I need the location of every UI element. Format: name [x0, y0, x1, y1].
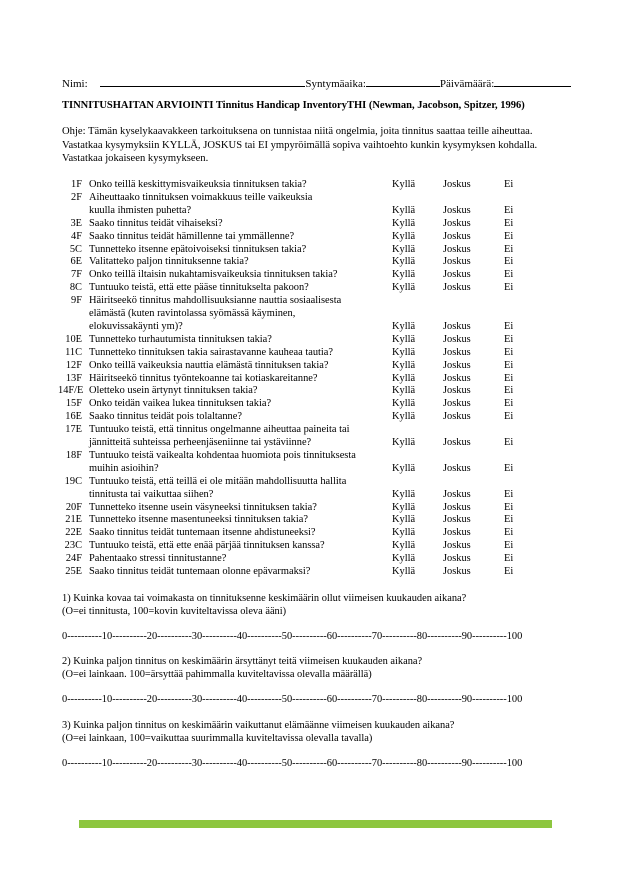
- answer-no-option[interactable]: Ei: [504, 346, 514, 358]
- answer-no-option[interactable]: Ei: [504, 553, 514, 565]
- question-row: [0, 347, 631, 360]
- question-text-line: Tunnetteko tinnituksen takia sairastavanne kauheaa tautia?: [89, 346, 334, 358]
- question-number: 14F/E: [58, 385, 84, 397]
- question-text-line: Tuntuuko teistä, että ette enää pärjää tinnituksen kanssa?: [89, 540, 325, 552]
- question-number: 10E: [65, 333, 82, 345]
- answer-yes-option[interactable]: Kyllä: [392, 359, 416, 371]
- answer-sometimes-option[interactable]: Joskus: [443, 398, 471, 410]
- question-number: 11C: [65, 346, 82, 358]
- answer-sometimes-option[interactable]: Joskus: [443, 230, 471, 242]
- question-text: [89, 347, 389, 360]
- question-text-line: Tunnetteko itsenne masentuneeksi tinnituksen takia?: [89, 514, 308, 526]
- question-text: [89, 566, 389, 579]
- vas-question-note: (O=ei tinnitusta, 100=kovin kuviteltavissa oleva ääni): [62, 606, 287, 617]
- answer-yes-option[interactable]: Kyllä: [392, 230, 416, 242]
- question-text-line: jännitteitä suhteissa perheenjäseniinne tai ystäviinne?: [89, 437, 312, 448]
- question-text-line: Saako tinnitus teidät tuntemaan olonne epävarmaksi?: [89, 566, 311, 577]
- question-text-line: Tunnetteko itsenne usein väsyneeksi tinnituksen takia?: [89, 501, 317, 513]
- answer-sometimes-option[interactable]: Joskus: [443, 256, 471, 268]
- question-row: [0, 540, 631, 553]
- answer-no-option[interactable]: Ei: [504, 540, 514, 552]
- answer-no-option[interactable]: Ei: [504, 488, 514, 500]
- answer-sometimes-option[interactable]: Joskus: [443, 346, 471, 358]
- instruction-line: Vastatkaa kysymyksiin KYLLÄ, JOSKUS tai EI ympyröimällä sopiva vaihtoehto kunkin kysymyksen kohdalla.: [62, 139, 538, 151]
- date-label: Päivämäärä:: [439, 78, 495, 90]
- question-text-line: Onko teidän vaikea lukea tinnituksen takia?: [89, 398, 272, 410]
- answer-sometimes-option[interactable]: Joskus: [443, 269, 471, 281]
- question-row: [0, 514, 631, 527]
- question-text-line: Onko teillä keskittymisvaikeuksia tinnituksen takia?: [89, 179, 307, 190]
- question-row: [0, 282, 631, 295]
- answer-sometimes-option[interactable]: Joskus: [443, 282, 471, 294]
- vas-question-text: 1) Kuinka kovaa tai voimakasta on tinnituksenne keskimäärin ollut viimeisen kuukauden aikana?: [62, 593, 467, 604]
- question-row: [0, 566, 631, 579]
- question-text: [89, 295, 389, 334]
- answer-yes-option[interactable]: Kyllä: [392, 540, 416, 552]
- instruction-line: Ohje: Tämän kyselykaavakkeen tarkoituksena on tunnistaa niitä ongelmia, joita tinnitus saattaa teille aiheuttaa.: [62, 126, 533, 137]
- answer-no-option[interactable]: Ei: [504, 179, 514, 190]
- answer-no-option[interactable]: Ei: [504, 269, 514, 281]
- question-text-line: Tuntuuko teistä, että tinnitus ongelmanne aiheuttaa paineita tai: [89, 424, 350, 436]
- answer-yes-option[interactable]: Kyllä: [392, 320, 416, 332]
- question-text-line: Pahentaako stressi tinnitustanne?: [89, 553, 227, 565]
- answer-sometimes-option[interactable]: Joskus: [443, 514, 471, 526]
- answer-yes-option[interactable]: Kyllä: [392, 269, 416, 281]
- question-number: 25E: [65, 566, 82, 577]
- answer-yes-option[interactable]: Kyllä: [392, 282, 416, 294]
- vas-question-note: (O=ei lainkaan, 100=vaikuttaa suurimmalla kuviteltavissa olevalla tavalla): [62, 733, 373, 744]
- question-text: [89, 527, 389, 540]
- question-number: 5C: [69, 243, 82, 255]
- question-row: [0, 398, 631, 411]
- question-text: [89, 540, 389, 553]
- question-number: 3E: [70, 217, 82, 229]
- question-text-line: Saako tinnitus teidät vihaiseksi?: [89, 217, 223, 229]
- answer-yes-option[interactable]: Kyllä: [392, 398, 416, 410]
- answer-yes-option[interactable]: Kyllä: [392, 217, 416, 229]
- answer-yes-option[interactable]: Kyllä: [392, 372, 416, 384]
- question-number: 18F: [65, 449, 82, 461]
- answer-yes-option[interactable]: Kyllä: [392, 488, 416, 500]
- question-number: 24F: [65, 553, 82, 565]
- answer-yes-option[interactable]: Kyllä: [392, 346, 416, 358]
- vas-scale[interactable]: 0----------10----------20----------30----------40----------50----------60----------70----------80----------90----------100: [62, 631, 523, 642]
- question-number: 1F: [71, 179, 82, 190]
- question-row: [0, 295, 631, 334]
- answer-no-option[interactable]: Ei: [504, 398, 514, 410]
- instruction-line: Vastatkaa jokaiseen kysymykseen.: [62, 153, 209, 164]
- question-text-line: Tuntuuko teistä vaikealta kohdentaa huomiota pois tinnituksesta: [89, 449, 356, 461]
- question-row: [0, 553, 631, 566]
- question-row: [0, 244, 631, 257]
- question-text-line: Onko teillä vaikeuksia nauttia elämästä tinnituksen takia?: [89, 359, 329, 371]
- question-number: 15F: [65, 398, 82, 410]
- answer-sometimes-option[interactable]: Joskus: [443, 566, 471, 577]
- question-text-line: Tuntuuko teistä, että teillä ei ole mitään mahdollisuutta hallita: [89, 475, 347, 487]
- question-text: [89, 256, 389, 269]
- instructions: [62, 125, 582, 166]
- question-text: [89, 476, 389, 502]
- question-number: 12F: [65, 359, 82, 371]
- answer-no-option[interactable]: Ei: [504, 436, 514, 448]
- answer-yes-option[interactable]: Kyllä: [392, 514, 416, 526]
- vas-question: [62, 719, 454, 745]
- answer-no-option[interactable]: Ei: [504, 243, 514, 255]
- answer-sometimes-option[interactable]: Joskus: [443, 540, 471, 552]
- document-title: TINNITUSHAITAN ARVIOINTI Tinnitus Handicap InventoryTHI (Newman, Jacobson, Spitzer, 1996): [62, 100, 525, 111]
- question-row: [0, 360, 631, 373]
- question-text-line: muihin asioihin?: [89, 462, 159, 474]
- answer-yes-option[interactable]: Kyllä: [392, 204, 416, 216]
- question-row: [0, 450, 631, 476]
- answer-sometimes-option[interactable]: Joskus: [443, 527, 471, 539]
- answer-no-option[interactable]: Ei: [504, 385, 514, 397]
- question-row: [0, 256, 631, 269]
- question-text-line: Saako tinnitus teidät hämillenne tai ymmällenne?: [89, 230, 295, 242]
- question-number: 20F: [65, 501, 82, 513]
- question-row: [0, 385, 631, 398]
- answer-sometimes-option[interactable]: Joskus: [443, 320, 471, 332]
- answer-sometimes-option[interactable]: Joskus: [443, 488, 471, 500]
- question-number: 2F: [71, 191, 82, 203]
- answer-yes-option[interactable]: Kyllä: [392, 566, 416, 577]
- question-number: 9F: [71, 295, 82, 307]
- question-text: [89, 334, 389, 347]
- question-text: [89, 424, 389, 450]
- question-text: [89, 192, 389, 218]
- name-field-line[interactable]: [100, 77, 305, 87]
- question-text-line: elokuvissakäynti ym)?: [89, 320, 183, 332]
- question-number: 6E: [70, 256, 82, 268]
- answer-no-option[interactable]: Ei: [504, 282, 514, 294]
- question-row: [0, 502, 631, 515]
- question-row: [0, 476, 631, 502]
- answer-no-option[interactable]: Ei: [504, 256, 514, 268]
- vas-question-note: (O=ei lainkaan. 100=ärsyttää pahimmalla kuviteltavissa olevalla määrällä): [62, 669, 372, 680]
- question-number: 17E: [65, 424, 82, 436]
- answer-yes-option[interactable]: Kyllä: [392, 462, 416, 474]
- answer-yes-option[interactable]: Kyllä: [392, 553, 416, 565]
- answer-no-option[interactable]: Ei: [504, 217, 514, 229]
- date-field-line[interactable]: [494, 77, 571, 87]
- answer-sometimes-option[interactable]: Joskus: [443, 217, 471, 229]
- answer-no-option[interactable]: Ei: [504, 514, 514, 526]
- question-text-line: Aiheuttaako tinnituksen voimakkuus teille vaikeuksia: [89, 191, 313, 203]
- question-row: [0, 218, 631, 231]
- question-row: [0, 527, 631, 540]
- question-text: [89, 398, 389, 411]
- question-text: [89, 514, 389, 527]
- answer-no-option[interactable]: Ei: [504, 462, 514, 474]
- answer-sometimes-option[interactable]: Joskus: [443, 411, 471, 423]
- question-text: [89, 269, 389, 282]
- question-text-line: Tunnetteko turhautumista tinnituksen takia?: [89, 333, 272, 345]
- answer-sometimes-option[interactable]: Joskus: [443, 179, 471, 190]
- vas-question-text: 2) Kuinka paljon tinnitus on keskimäärin ärsyttänyt teitä viimeisen kuukauden aikana?: [62, 656, 423, 667]
- question-text-line: Tunnetteko itsenne epätoivoiseksi tinnituksen takia?: [89, 243, 307, 255]
- answer-no-option[interactable]: Ei: [504, 566, 514, 577]
- answer-sometimes-option[interactable]: Joskus: [443, 553, 471, 565]
- answer-yes-option[interactable]: Kyllä: [392, 501, 416, 513]
- answer-yes-option[interactable]: Kyllä: [392, 243, 416, 255]
- question-text: [89, 553, 389, 566]
- question-text-line: Oletteko usein ärtynyt tinnituksen takia?: [89, 385, 258, 397]
- answer-sometimes-option[interactable]: Joskus: [443, 243, 471, 255]
- question-text: [89, 502, 389, 515]
- answer-sometimes-option[interactable]: Joskus: [443, 501, 471, 513]
- answer-yes-option[interactable]: Kyllä: [392, 256, 416, 268]
- question-number: 7F: [71, 269, 82, 281]
- footer-color-bar: [79, 820, 552, 828]
- vas-scale[interactable]: 0----------10----------20----------30----------40----------50----------60----------70----------80----------90----------100: [62, 758, 523, 769]
- question-text: [89, 179, 389, 192]
- answer-sometimes-option[interactable]: Joskus: [443, 372, 471, 384]
- vas-question-text: 3) Kuinka paljon tinnitus on keskimäärin vaikuttanut elämäänne viimeisen kuukauden aikana?: [62, 720, 455, 731]
- answer-sometimes-option[interactable]: Joskus: [443, 385, 471, 397]
- question-number: 23C: [64, 540, 82, 552]
- question-number: 8C: [69, 282, 82, 294]
- answer-yes-option[interactable]: Kyllä: [392, 179, 416, 190]
- answer-no-option[interactable]: Ei: [504, 320, 514, 332]
- question-text: [89, 218, 389, 231]
- vas-question: [62, 655, 422, 681]
- question-text-line: Saako tinnitus teidät tuntemaan itsenne ahdistuneeksi?: [89, 527, 316, 539]
- answer-sometimes-option[interactable]: Joskus: [443, 359, 471, 371]
- answer-no-option[interactable]: Ei: [504, 372, 514, 384]
- answer-no-option[interactable]: Ei: [504, 204, 514, 216]
- question-row: [0, 373, 631, 386]
- question-number: 19C: [64, 475, 82, 487]
- question-text: [89, 360, 389, 373]
- answer-yes-option[interactable]: Kyllä: [392, 436, 416, 448]
- question-number: 22E: [65, 527, 82, 539]
- answer-no-option[interactable]: Ei: [504, 333, 514, 345]
- answer-no-option[interactable]: Ei: [504, 411, 514, 423]
- question-number: 21E: [65, 514, 82, 526]
- answer-sometimes-option[interactable]: Joskus: [443, 436, 471, 448]
- answer-yes-option[interactable]: Kyllä: [392, 385, 416, 397]
- question-text: [89, 450, 389, 476]
- question-text: [89, 244, 389, 257]
- answer-no-option[interactable]: Ei: [504, 230, 514, 242]
- name-label: Nimi:: [62, 78, 88, 90]
- question-number: 13F: [65, 372, 82, 384]
- question-text-line: elämästä (kuten ravintolassa syömässä käyminen,: [89, 308, 296, 319]
- answer-yes-option[interactable]: Kyllä: [392, 333, 416, 345]
- question-text: [89, 385, 389, 398]
- vas-scale[interactable]: 0----------10----------20----------30----------40----------50----------60----------70----------80----------90----------100: [62, 694, 523, 705]
- question-row: [0, 231, 631, 244]
- question-text-line: Häiritseekö tinnitus mahdollisuuksianne nauttia sosiaalisesta: [89, 295, 342, 307]
- question-text-line: Valitatteko paljon tinnituksenne takia?: [89, 256, 249, 268]
- question-row: [0, 192, 631, 218]
- question-text-line: Saako tinnitus teidät pois tolaltanne?: [89, 411, 242, 423]
- question-text-line: Tuntuuko teistä, että ette pääse tinnitukselta pakoon?: [89, 282, 309, 294]
- answer-no-option[interactable]: Ei: [504, 359, 514, 371]
- answer-sometimes-option[interactable]: Joskus: [443, 204, 471, 216]
- question-text: [89, 231, 389, 244]
- question-text: [89, 373, 389, 386]
- question-text-line: Häiritseekö tinnitus työntekoanne tai kotiaskareitanne?: [89, 372, 318, 384]
- question-row: [0, 424, 631, 450]
- question-row: [0, 269, 631, 282]
- answer-sometimes-option[interactable]: Joskus: [443, 462, 471, 474]
- question-text-line: Onko teillä iltaisin nukahtamisvaikeuksia tinnituksen takia?: [89, 269, 338, 281]
- answer-yes-option[interactable]: Kyllä: [392, 411, 416, 423]
- birth-field-line[interactable]: [366, 77, 440, 87]
- answer-yes-option[interactable]: Kyllä: [392, 527, 416, 539]
- question-text-line: tinnitusta tai vaikuttaa siihen?: [89, 488, 214, 500]
- question-row: [0, 179, 631, 192]
- question-number: 16E: [65, 411, 82, 423]
- birth-label: Syntymäaika:: [305, 78, 366, 90]
- vas-question: [62, 592, 466, 618]
- question-text: [89, 282, 389, 295]
- form-header: [62, 77, 571, 90]
- question-row: [0, 411, 631, 424]
- answer-no-option[interactable]: Ei: [504, 527, 514, 539]
- question-text-line: kuulla ihmisten puhetta?: [89, 204, 192, 216]
- question-text: [89, 411, 389, 424]
- answer-no-option[interactable]: Ei: [504, 501, 514, 513]
- question-row: [0, 334, 631, 347]
- question-number: 4F: [71, 230, 82, 242]
- answer-sometimes-option[interactable]: Joskus: [443, 333, 471, 345]
